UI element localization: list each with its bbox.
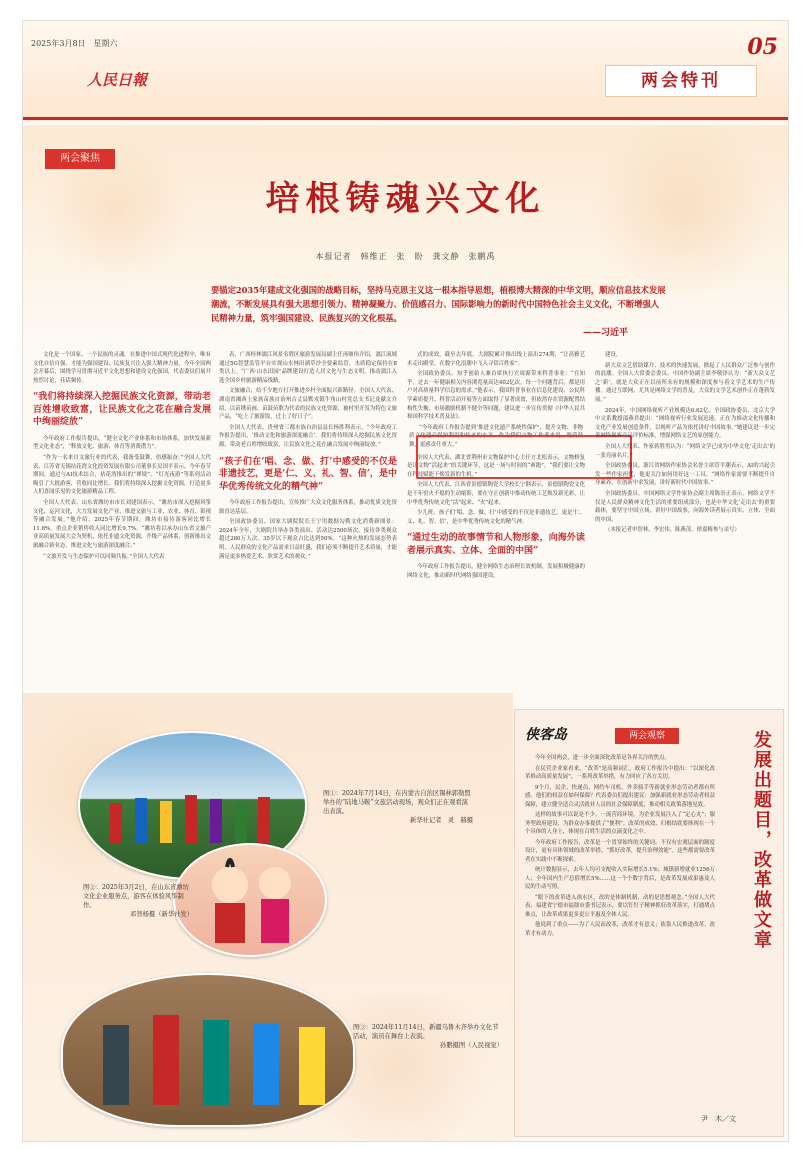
paragraph: 全国人大代表、江西省景德镇陶瓷大学校长宁钢表示，景德镇陶瓷文化是千年窑火不熄的生动缩影，要在守正创新中推动传统工艺焕发新光彩，让中华优秀传统文化“活”起来、“火”起来。 [407,482,585,506]
paragraph: 式的成效，截至去年底，大剧院累计推出线上演出274期，“让高雅艺术走出殿堂，在数字化浪潮中飞入寻常百姓家”。 [407,352,585,367]
subheading: “我们将持续深入挖掘民族文化资源，带动老百姓增收致富，让民族文化之花在融合发展中绚丽绽放” [33,392,211,428]
subheading: “孩子们在‘唱、念、做、打’中感受的不仅是非遗技艺，更是‘仁、义、礼、智、信’，是中华优秀传统文化的精气神” [219,456,397,492]
paragraph: 统计数据显示，去年人均可支配收入实际增长5.1%；城镇新增就业1256万人；全年国内生产总值增长5%……这一个个数字背后，是改革发展成果惠及人民的生动写照。 [525,867,715,890]
article-column-3 [407,351,585,686]
paragraph: 全国政协委员、国家大剧院院长王宁用数据勾勒文化消费新图景：2024年全年，大剧院共举办各类演出、活动达2500场次，接待各类观众超过280万人次。35岁以下观众占比达到50%。“这种火热的发展态势表明，人民群众的文化产品需求日益旺盛，我们必须不断提升艺术质量，才能满足更多热爱艺术、欣赏艺术的观众。” [219,519,397,560]
paragraph: “作为一名来自文旅行业的代表，我备受鼓舞、倍感振奋。”全国人大代表、江苏省无锡拈花湾文化投资发展有限公司董事长吴国平表示，今年春节期间，通过与AI技术结合，拈花湾推出的“禅境”、“灯光夜游”等系列活动吸引了大批游客，营收同比增长。我们将持续深入挖掘文化资源，打造更多人们喜闻乐见的文化旅游精品工程。 [33,455,211,496]
masthead-divider [23,117,788,120]
paragraph: 今年全国两会，进一步全面深化改革是各界关注的焦点。 [535,755,670,761]
commentary-title: 发展出题目，改革做文章 [751,730,772,950]
paragraph: 他说到了重点——为了人民而改革，改革才有意义；依靠人民推进改革，改革才有动力。 [525,922,715,937]
headline: 培根铸魂兴文化 [265,179,546,219]
commentary-body [525,754,715,1126]
paragraph: 这样的故事可以说是不少。一流营商环境，为企业发展注入了“定心丸”；服务型政府建设，为群众办事提供了“便利”。改革的成效，归根结底要体现在一个个具体的人身上，体现在百姓生活的点滴变化之中。 [525,812,715,835]
paragraph: 少儿班，孩子们‘唱、念、做、打’中感受的不仅是非遗技艺，更是‘仁、义、礼、智、信’，是中华优秀传统文化的精气神。 [407,510,585,525]
paragraph: 今年政府工作报告提出，宣传推广大众文化服务体系，推动优质文化资源直达基层。 [219,500,397,515]
article-column-4 [595,351,775,686]
paragraph: 今年政府工作报告提出，“健全文化产业体系和市场体系，加快发展新型文化业态”，“释放文化、旅游、体育等消费潜力”。 [33,435,211,451]
kite-figures-illustration [175,845,325,955]
paragraph: 2024年，中国网络视听产业规模达6.62亿。全国政协委员、北京大学中文系教授邵燕君提出：“网络视听行业发展迅速，正在为推动文化传播和文化产业发展创造条件，以视听产品为依托讲好中国故事。”她建议进一步完善网络视听产品评价标准，增强网络文艺的原创能力。 [595,407,775,440]
paragraph: 全国人大代表、湖北省荆州市文物保护中心主任方北松表示，文物修复是让文物“活起来”的关键环节，这是一场与时间的“赛跑”，“我们要让文物在科技赋能下焕发新的生机。” [407,454,585,478]
page-number: 05 [747,34,778,60]
paragraph: 全国人大代表、山东省潍坊市市长刘建国表示，“潍坊市深入挖掘风筝文化、运河文化，大力发展文化产业，推进文旅与工业、农业、体育、影视等融合发展。”他介绍，2025年春节期间，潍坊市接待游客同比增长11.8%，重点企业销售收入同比增长9.7%。“潍坊将以承办山东省文旅产业高质量发展大会为契机，依托非遗文化资源，升级产品体系，创新推出文旅融合新业态，推进文化与旅游深度融合。” [33,500,211,549]
paragraph: “眼下的改革进入深水区，改的是体制机制，动的是思想观念。”全国人大代表、福建省宁德市福鼎市委书记表示，要以钉钉子精神抓好改革落实，打通堵点难点，让改革成果更多更公平惠及全体人民。 [525,894,715,918]
byline: 本报记者 韩维正 张 盼 龚文静 张鹏禹 [315,252,496,261]
paragraph: 全国人大代表、作家蒋胜男认为：“网络文学已成为中华文化‘走出去’的一张亮丽名片。” [595,443,775,459]
paragraph: 全国政协委员、中国网络文学作家协会副主席陈崇正表示，网络文学不仅是人民群众精神文化生活的重要组成部分，也是中华文化‘走出去’的重要载体，要坚守中国立场，讲好中国故事，向海外读者展示真实、立体、全面的中国。 [595,490,775,523]
photo-kite-figures [173,843,327,957]
paragraph: 全国人大代表、贵州省三都水族自治县县长杨胜利表示，“今年政府工作报告提出，‘推动文化和旅游深度融合’。我们将持续深入挖掘民族文化资源，带动老百姓增收致富，让民族文化之花在融合发展中绚丽绽放。” [219,424,397,448]
column-tag: 两会观察 [615,728,679,744]
paragraph: 全国政协委员、浙江省网络作家协会名誉主席管平潮表示，AI的兴起引发一些作家担忧，他更关注如何用好这一工具。“网络作家需要不断提升自身素养，在创新中求发展，讲好新时代中国故事。” [595,463,775,487]
paragraph: 9个月，民企、快递员、网约车司机、外卖骑手等新就业形态劳动者都有所感。他们的权益在如何保障？代表委员们提出建议：加强新就业形态劳动者权益保障，建立健全适合灵活就业人员的社会保障制度，推动相关政策落地见效。 [525,784,715,808]
paragraph: 全国政协委员、知乎创始人兼首席执行官周源带来科普事业：“在知乎，过去一年健康相关内容浏览量高达402亿次，每一个问题背后，都是用户对高质量科学信息的需求。”他表示，我国科普事业在信息化建设、公民科学素质提升、科普活动开展等方面取得了显著成效，但依然存在资源配置结构性失衡、市场激励机制不健全等问题，建议进一步宣传贯彻《中华人民共和国科学技术普及法》。 [407,371,585,421]
paragraph: 今年政府工作报告，改革是一个贯穿始终的关键词。不仅有宏观层面的制度设计，更有具体领域的改革举措。“抓好改革，提升治理效能”。这些都需要改革者在实践中不断探索。 [525,839,715,863]
credit-line: （本报记者申智林、李宏伟、陈燕茂、徐嘉梅参与采写） [605,527,740,534]
paragraph: 今年政府工作报告提出，健全网络生态治理长效机制，发展积极健康的网络文化，推动新时代网络强国建设。 [407,564,585,579]
section-title: 两会特刊 [605,65,757,97]
article-column-1 [33,351,211,686]
paragraph: 文化是一个国家、一个民族的灵魂。在推进中国式现代化进程中，唯有文化自信自强，才能为强国建设、民族复兴注入强大精神力量。今年全国两会开幕后，围绕学习贯彻习近平文化思想和建设文化强国，代表委员们展开热烈讨论，佳话频传。 [33,352,211,384]
paragraph: 表，广西桂林漓江风景名胜区旅游发展局副主任汤继伟介绍，漓江流域通过5G智慧监管平台实现山水林田湖草沙全要素监管，水质稳定保持在Ⅱ类以上。“广西·山水田园”品牌建设打造人居文化与生态文明，推动漓江入选全国乡村旅游精品线路。 [219,352,397,384]
article-column-2 [219,351,397,686]
paragraph: “文旅开发与生态保护可以同频共振。”全国人大代表 [43,553,165,560]
issue-date: 2025年3月8日 星期六 [31,39,118,48]
photo-collage [23,693,513,1141]
newspaper-logo: 人民日報 [87,71,148,89]
leader-quote: 要锚定2035年建成文化强国的战略目标，坚持马克思主义这一根本指导思想，植根博大精深的中华文明，顺应信息技术发展潮流，不断发展具有强大思想引领力、精神凝聚力、价值感召力、国际影响力的新时代中国特色社会主义文化，不断增强人民精神力量，筑牢强国建设、民族复兴的文化根基。 [211,285,666,323]
photo-caption-1: 图①：2024年7月14日，在内蒙古自治区锡林郭勒盟举办的“陆地马鞍”文旅活动现场，观众们正在观看演出表演。 新华社记者 灵 赫摄 [323,790,473,824]
highlighted-paragraph: “今年政府工作报告提到‘推进文化遗产系统性保护’，提升文物、非物质文化遗产保护利用和传承的水平。作为我们文物工作者来说，既受鼓舞，更感责任重大。” [409,424,583,448]
masthead [23,21,788,121]
quote-attribution: ——习近平 [583,328,629,338]
photo-caption-2: 图②：2025年3月2日，在山东省潍坊文化企业服务点，游客在体验风筝制作。 邓智杨摄（新华社发） [83,884,193,918]
photo-opera-performance [61,973,355,1127]
commentary-box [514,709,784,1137]
paragraph: 新大众文艺借助媒介、技术的快速发展，掀起了人民群众广泛参与创作的浪潮。全国人大常委会委员、中国作协副主席李敬泽认为：“新大众文艺之‘新’，就是大众正在以前所未有的规模和深度参与着文学艺术的生产传播。通过互联网，尤其是网络文学的普及，大众的文学艺术创作正在蓬勃发展。” [595,362,775,403]
paragraph: 文旅融合，给不少地方打开推进乡村全面振兴新路径。全国人大代表、湖南省湘西土家族苗族自治州古丈县默戎镇牛角山村党总支书记龙献文介绍，以苗绣苗画、苗鼓苗歌为代表的民族文化资源，被村里开发为特色文旅产品，“吃上了旅游饭，过上了好日子”。 [219,388,397,421]
paragraph: 在民营企业家看来，“改革”是高频词汇。政府工作报告中提出：“以深化改革推动高质量发展”，一系列改革举措，有力回应了各方关切。 [525,765,715,780]
commentary-author: 尹 木／文 [701,1115,736,1123]
paragraph: 建设。 [605,352,622,358]
photo-caption-3: 图③：2024年11月14日，新疆乌鲁木齐举办文化节活动，演员在舞台上表演。 孙鹏摄图（人民视觉） [353,1024,503,1049]
opera-illustration [63,975,353,1125]
newspaper-page [22,20,789,1142]
column-logo: 侠客岛 [525,727,567,743]
subheading: “通过生动的故事情节和人物形象，向海外读者展示真实、立体、全面的中国” [407,533,585,556]
section-tag: 两会聚焦 [45,149,115,169]
